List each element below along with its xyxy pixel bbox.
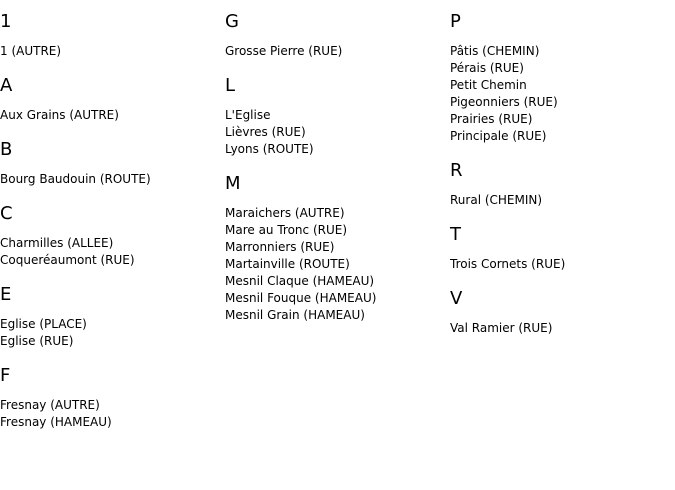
- street-list-item: [225, 290, 445, 307]
- street-list-item: [0, 316, 220, 333]
- street-list-item: [0, 43, 220, 60]
- street-link[interactable]: Lyons (ROUTE): [225, 142, 314, 156]
- street-link[interactable]: Petit Chemin: [450, 78, 527, 92]
- street-link[interactable]: Val Ramier (RUE): [450, 321, 553, 335]
- street-link[interactable]: Prairies (RUE): [450, 112, 533, 126]
- street-link[interactable]: Mesnil Fouque (HAMEAU): [225, 291, 377, 305]
- street-list-item: [0, 333, 220, 350]
- letter-heading: E: [0, 284, 12, 305]
- street-link[interactable]: Eglise (PLACE): [0, 317, 87, 331]
- street-list-item: [0, 397, 220, 414]
- letter-section: [0, 77, 220, 124]
- letter-heading: G: [225, 11, 239, 32]
- street-list-item: [450, 94, 670, 111]
- letter-section: [450, 290, 670, 337]
- street-link[interactable]: Martainville (ROUTE): [225, 257, 350, 271]
- street-list-item: [450, 320, 670, 337]
- letter-section: [225, 77, 445, 158]
- street-list-item: [450, 256, 670, 273]
- street-list: [225, 205, 445, 324]
- street-list-item: [450, 60, 670, 77]
- street-list-item: [0, 107, 220, 124]
- letter-heading: L: [225, 75, 236, 96]
- street-list-item: [225, 43, 445, 60]
- street-list-item: [450, 111, 670, 128]
- street-link[interactable]: Mare au Tronc (RUE): [225, 223, 348, 237]
- letter-section: [450, 162, 670, 209]
- street-link[interactable]: Pâtis (CHEMIN): [450, 44, 540, 58]
- street-link[interactable]: Bourg Baudouin (ROUTE): [0, 172, 151, 186]
- street-list-item: [225, 107, 445, 124]
- street-list-item: [225, 222, 445, 239]
- letter-section: [450, 226, 670, 273]
- letter-heading: F: [0, 365, 11, 386]
- letter-section: [0, 141, 220, 188]
- street-list-item: [0, 171, 220, 188]
- letter-heading: R: [450, 160, 463, 181]
- street-list-item: [450, 43, 670, 60]
- street-link[interactable]: Coqueréaumont (RUE): [0, 253, 135, 267]
- street-link[interactable]: Pigeonniers (RUE): [450, 95, 558, 109]
- street-link[interactable]: Mesnil Claque (HAMEAU): [225, 274, 375, 288]
- letter-section: [225, 175, 445, 324]
- street-list-item: [450, 128, 670, 145]
- street-list-item: [0, 414, 220, 431]
- street-link[interactable]: Marronniers (RUE): [225, 240, 335, 254]
- street-link[interactable]: Trois Cornets (RUE): [450, 257, 566, 271]
- street-link[interactable]: Lièvres (RUE): [225, 125, 306, 139]
- street-link[interactable]: Eglise (RUE): [0, 334, 74, 348]
- street-list: [0, 43, 220, 60]
- street-list-item: [0, 235, 220, 252]
- street-list-item: [225, 256, 445, 273]
- street-list-item: [225, 307, 445, 324]
- street-index-column: [0, 0, 220, 448]
- letter-section: [450, 13, 670, 145]
- street-link[interactable]: Aux Grains (AUTRE): [0, 108, 119, 122]
- street-index-column: [450, 0, 670, 354]
- letter-heading: M: [225, 173, 241, 194]
- street-link[interactable]: 1 (AUTRE): [0, 44, 62, 58]
- street-link[interactable]: L'Eglise: [225, 108, 271, 122]
- street-link[interactable]: Mesnil Grain (HAMEAU): [225, 308, 365, 322]
- street-list: [225, 43, 445, 60]
- street-list-item: [450, 192, 670, 209]
- letter-heading: B: [0, 139, 13, 160]
- street-list-item: [225, 205, 445, 222]
- street-list-item: [225, 124, 445, 141]
- letter-section: [0, 205, 220, 269]
- street-list: [0, 235, 220, 269]
- street-link[interactable]: Maraichers (AUTRE): [225, 206, 345, 220]
- letter-heading: T: [450, 224, 461, 245]
- street-link[interactable]: Principale (RUE): [450, 129, 547, 143]
- street-list: [450, 192, 670, 209]
- street-list: [0, 397, 220, 431]
- letter-section: [225, 13, 445, 60]
- street-list: [450, 256, 670, 273]
- street-index-column: [225, 0, 445, 341]
- street-link[interactable]: Rural (CHEMIN): [450, 193, 543, 207]
- letter-heading: 1: [0, 11, 12, 32]
- letter-section: [0, 367, 220, 431]
- letter-heading: C: [0, 203, 13, 224]
- street-list: [450, 320, 670, 337]
- street-list-item: [225, 273, 445, 290]
- street-list: [0, 171, 220, 188]
- street-list: [0, 107, 220, 124]
- street-list-item: [450, 77, 670, 94]
- street-list-item: [225, 141, 445, 158]
- street-list: [450, 43, 670, 145]
- street-list: [0, 316, 220, 350]
- letter-heading: A: [0, 75, 13, 96]
- street-list: [225, 107, 445, 158]
- letter-heading: P: [450, 11, 461, 32]
- street-list-item: [225, 239, 445, 256]
- street-link[interactable]: Fresnay (AUTRE): [0, 398, 100, 412]
- street-list-item: [0, 252, 220, 269]
- street-link[interactable]: Charmilles (ALLEE): [0, 236, 114, 250]
- street-link[interactable]: Pérais (RUE): [450, 61, 524, 75]
- letter-heading: V: [450, 288, 463, 309]
- street-link[interactable]: Fresnay (HAMEAU): [0, 415, 112, 429]
- letter-section: [0, 13, 220, 60]
- letter-section: [0, 286, 220, 350]
- street-link[interactable]: Grosse Pierre (RUE): [225, 44, 343, 58]
